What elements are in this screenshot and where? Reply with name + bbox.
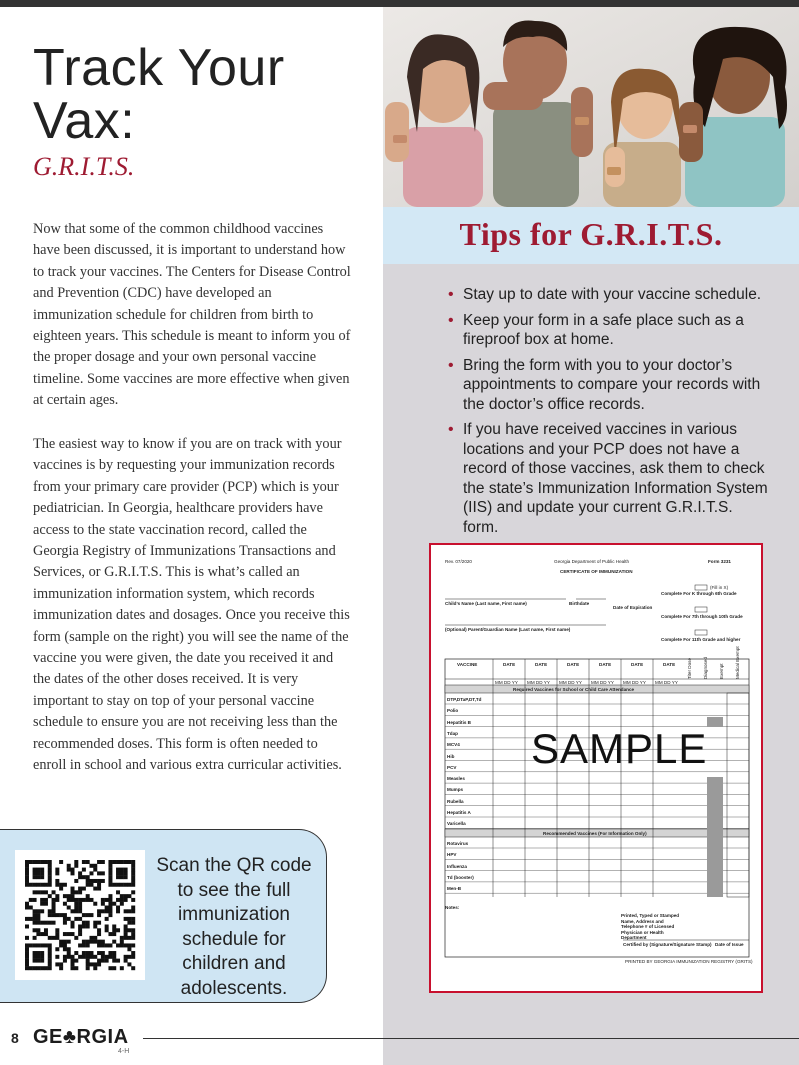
cert-col-date: DATE — [535, 662, 548, 667]
cert-birthdate-label: Birthdate — [569, 601, 590, 606]
cert-vaccine-row-label: Influenza — [447, 863, 467, 869]
cert-vaccine-row-label: HPV — [447, 852, 457, 858]
page-title — [33, 39, 285, 150]
cert-vaccine-row-label: Td (booster) — [447, 874, 474, 880]
cert-vaccine-row-label: Measles — [447, 776, 465, 782]
cert-vaccine-row-label: Hepatitis B — [447, 719, 471, 725]
cert-vaccine-row-label: Varicella — [447, 821, 466, 827]
title-line-2: Vax: — [33, 92, 136, 150]
tip-item: • Keep your form in a safe place such as a fireproof box at home. — [448, 311, 768, 350]
cert-parent-name-label: (Optional) Parent/Guardian Name (Last name, First name) — [445, 627, 571, 632]
cert-col-date: DATE — [503, 662, 516, 667]
top-bar — [0, 0, 799, 7]
cert-col-date: DATE — [631, 662, 644, 667]
georgia-4h-logo: GE♣RGIA — [33, 1026, 129, 1048]
intro-paragraph: Now that some of the common childhood vaccines have been discussed, it is important to understand how to track your vaccines. The Centers for Disease Control and Prevention (CDC) have developed an immunization schedule for children from birth to eighteen years. This schedule is meant to inform you of the proper dosage and your own personal vaccine timeline. Some vaccines are more effective when given at certain ages. — [33, 221, 351, 409]
cert-date-issue-label: Date of Issue — [715, 942, 744, 947]
tip-item: • If you have received vaccines in various locations and your PCP does not have a record of those vaccines, ask them to check the state’s Immunization Information System (IIS) and update your current G.R.I.T.S. form. — [448, 420, 768, 537]
cert-certified-label: Certified by (Signature/Signature Stamp) — [623, 942, 712, 947]
4h-label: 4-H — [118, 1048, 130, 1055]
cert-col-mmddyy: MM DD YY — [495, 680, 518, 685]
cert-col-mmddyy: MM DD YY — [623, 680, 646, 685]
cert-vaccine-row-label: Rotavirus — [447, 841, 469, 846]
cert-complete-7-10: Complete For 7th through 10th Grade — [661, 614, 743, 619]
cert-notes-label: Notes: — [445, 905, 460, 910]
cert-vaccine-row-label: DTP,DTaP,DT,Td — [447, 697, 482, 702]
cert-col-mmddyy: MM DD YY — [655, 680, 678, 685]
page-subtitle: G.R.I.T.S. — [33, 152, 135, 181]
cert-vaccine-row-label: Mumps — [447, 787, 464, 793]
cert-col-date: DATE — [567, 662, 580, 667]
tips-title: Tips for G.R.I.T.S. — [459, 216, 723, 252]
cert-required-header: Required Vaccines for School or Child Care Attendance — [513, 687, 635, 692]
cert-vaccine-row-label: PCV — [447, 764, 457, 770]
title-line-1: Track Your — [33, 39, 285, 97]
cert-vaccine-row-label: Rubella — [447, 798, 464, 804]
cert-col-date: DATE — [663, 662, 676, 667]
cert-sample-watermark: SAMPLE — [531, 725, 708, 772]
cert-rev: Rev. 07/2020 — [445, 559, 472, 564]
cert-vaccine-row-label: Tdap — [447, 730, 458, 736]
tip-item: • Bring the form with you to your doctor’s appointments to compare your records with the doctor’s office records. — [448, 356, 768, 415]
cert-heading: CERTIFICATE OF IMMUNIZATION — [560, 569, 633, 574]
cert-complete-11: Complete For 11th Grade and higher — [661, 637, 741, 642]
qr-code[interactable] — [15, 850, 145, 980]
grits-paragraph: The easiest way to know if you are on track with your vaccines is by requesting your immunization records from your primary care provider (PCP) which is your pediatrician. In Georgia, healthcare providers have access to the state vaccination record, called the Georgia Registry of Immunizations Transactions and Services, or G.R.I.T.S. This is what’s called an immunization information system, which records immunization dates and dosages. Once you receive this form (sample on the right) you will see the name of the vaccine you were given, the date you received it and the dates of the other doses received. It is very important to stay on top of your personal vaccine schedule to ensure you are not receiving less than the recommended doses. This form is often needed to enroll in school and various extra curricular activities. — [33, 436, 350, 774]
cert-form-number: Form 3231 — [708, 559, 731, 564]
cert-vaccine-row-label: MCV4 — [447, 742, 460, 748]
cert-department: Georgia Department of Public Health — [554, 559, 630, 564]
qr-code-graphic — [15, 850, 145, 980]
cert-complete-k6: Complete For K through 6th Grade — [661, 591, 737, 596]
cert-col-exempt: Exempt — [719, 663, 724, 679]
cert-col-date: DATE — [599, 662, 612, 667]
immunization-certificate-sample — [429, 543, 763, 993]
tip-item: • Stay up to date with your vaccine schedule. — [448, 285, 768, 305]
qr-caption: Scan the QR code to see the full immunization schedule for children and adolescents. — [156, 855, 312, 999]
cert-expiration-label: Date of Expiration — [613, 605, 653, 610]
footer-divider — [143, 1038, 799, 1039]
cert-col-mmddyy: MM DD YY — [559, 680, 582, 685]
qr-callout — [0, 829, 327, 1003]
cert-col-mmddyy: MM DD YY — [591, 680, 614, 685]
cert-col-med: Medical Exempt — [735, 646, 740, 679]
page-number: 8 — [11, 1030, 19, 1046]
kids-vaccinated-photo — [383, 7, 799, 207]
cert-col-mmddyy: MM DD YY — [527, 680, 550, 685]
cert-printed-label: Printed, Typed or Stamped Name, Address and Telephone # of Licensed Physician or Health Department — [621, 913, 680, 941]
cert-fill-in: (Fill in X) — [710, 585, 729, 590]
cert-col-dr: Diagnosed — [703, 657, 708, 679]
cert-recommended-header: Recommended Vaccines (For Information Only) — [543, 831, 647, 836]
cert-printed-by: PRINTED BY GEORGIA IMMUNIZATION REGISTRY (GRITS) — [625, 959, 753, 964]
cert-vaccine-row-label: Hepatitis A — [447, 810, 471, 815]
cert-vaccine-row-label: Polio — [447, 708, 459, 714]
cert-vaccine-row-label: Hib — [447, 753, 455, 759]
cert-child-name-label: Child’s Name (Last name, First name) — [445, 601, 527, 606]
tips-list — [448, 285, 768, 543]
cert-vaccine-row-label: Men-B — [447, 886, 462, 892]
cert-col-titer: Titer Dose — [687, 657, 692, 679]
cert-col-vaccine: VACCINE — [457, 662, 478, 667]
